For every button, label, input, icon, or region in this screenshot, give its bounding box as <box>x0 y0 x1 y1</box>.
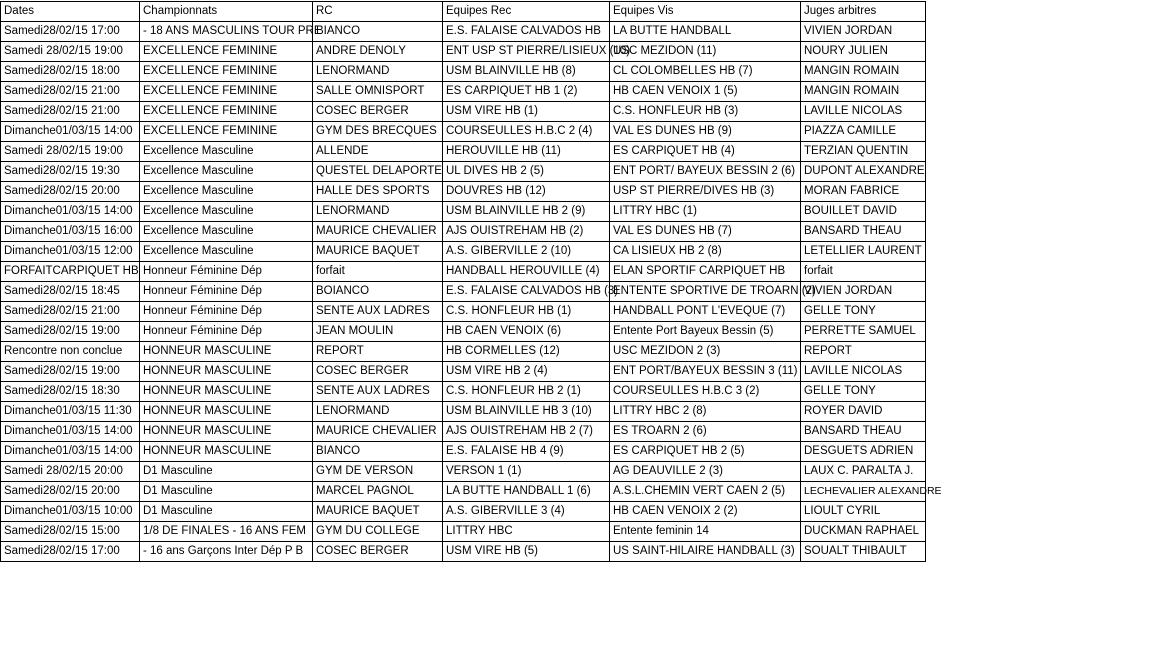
table-row <box>1 402 926 422</box>
cell-dates[interactable]: Dimanche01/03/15 14:00 <box>1 422 140 442</box>
cell-equipes-vis[interactable]: Entente feminin 14 <box>610 522 801 542</box>
cell-juges-arbitres[interactable]: forfait <box>801 262 926 282</box>
cell-dates[interactable]: Samedi28/02/15 21:00 <box>1 82 140 102</box>
cell-juges-arbitres[interactable]: MANGIN ROMAIN <box>801 62 926 82</box>
cell-dates[interactable]: Samedi 28/02/15 20:00 <box>1 462 140 482</box>
cell-rc[interactable]: QUESTEL DELAPORTE <box>313 162 443 182</box>
table-row <box>1 142 926 162</box>
cell-equipes-rec[interactable]: A.S. GIBERVILLE 2 (10) <box>443 242 610 262</box>
cell-championnats[interactable]: EXCELLENCE FEMININE <box>140 122 313 142</box>
cell-dates[interactable]: Samedi28/02/15 19:30 <box>1 162 140 182</box>
cell-dates[interactable]: FORFAITCARPIQUET HB <box>1 262 140 282</box>
cell-equipes-vis[interactable]: LA BUTTE HANDBALL <box>610 22 801 42</box>
cell-rc[interactable]: ANDRE DENOLY <box>313 42 443 62</box>
cell-dates[interactable]: Samedi28/02/15 19:00 <box>1 322 140 342</box>
cell-championnats[interactable]: Honneur Féminine Dép <box>140 322 313 342</box>
cell-dates[interactable]: Samedi28/02/15 18:30 <box>1 382 140 402</box>
cell-juges-arbitres[interactable]: NOURY JULIEN <box>801 42 926 62</box>
cell-rc[interactable]: MAURICE BAQUET <box>313 502 443 522</box>
cell-equipes-rec[interactable]: E.S. FALAISE HB 4 (9) <box>443 442 610 462</box>
cell-equipes-vis[interactable]: LITTRY HBC (1) <box>610 202 801 222</box>
cell-equipes-vis[interactable]: HB CAEN VENOIX 1 (5) <box>610 82 801 102</box>
cell-rc[interactable]: MAURICE CHEVALIER <box>313 422 443 442</box>
cell-equipes-vis[interactable]: C.S. HONFLEUR HB (3) <box>610 102 801 122</box>
cell-equipes-rec[interactable]: ENT USP ST PIERRE/LISIEUX (10) <box>443 42 610 62</box>
cell-rc[interactable]: BIANCO <box>313 22 443 42</box>
table-row <box>1 82 926 102</box>
cell-equipes-vis[interactable]: ES CARPIQUET HB (4) <box>610 142 801 162</box>
cell-championnats[interactable]: HONNEUR MASCULINE <box>140 382 313 402</box>
cell-juges-arbitres[interactable]: BOUILLET DAVID <box>801 202 926 222</box>
cell-championnats[interactable]: HONNEUR MASCULINE <box>140 422 313 442</box>
cell-juges-arbitres[interactable]: VIVIEN JORDAN <box>801 282 926 302</box>
cell-rc[interactable]: MAURICE BAQUET <box>313 242 443 262</box>
cell-championnats[interactable]: - 18 ANS MASCULINS TOUR PRE <box>140 22 313 42</box>
cell-equipes-vis[interactable]: CA LISIEUX HB 2 (8) <box>610 242 801 262</box>
cell-equipes-rec[interactable]: USM VIRE HB (1) <box>443 102 610 122</box>
cell-dates[interactable]: Dimanche01/03/15 10:00 <box>1 502 140 522</box>
table-row <box>1 22 926 42</box>
table-row <box>1 442 926 462</box>
cell-equipes-rec[interactable]: HB CAEN VENOIX (6) <box>443 322 610 342</box>
cell-juges-arbitres[interactable]: GELLE TONY <box>801 382 926 402</box>
cell-equipes-vis[interactable]: HB CAEN VENOIX 2 (2) <box>610 502 801 522</box>
cell-equipes-vis[interactable]: HANDBALL PONT L'EVEQUE (7) <box>610 302 801 322</box>
cell-rc[interactable]: COSEC BERGER <box>313 362 443 382</box>
cell-dates[interactable]: Samedi 28/02/15 19:00 <box>1 42 140 62</box>
cell-dates[interactable]: Samedi28/02/15 20:00 <box>1 482 140 502</box>
cell-dates[interactable]: Samedi28/02/15 15:00 <box>1 522 140 542</box>
table-row <box>1 542 926 562</box>
cell-championnats[interactable]: EXCELLENCE FEMININE <box>140 102 313 122</box>
cell-equipes-vis[interactable]: COURSEULLES H.B.C 3 (2) <box>610 382 801 402</box>
cell-rc[interactable]: LENORMAND <box>313 402 443 422</box>
cell-dates[interactable]: Samedi28/02/15 17:00 <box>1 542 140 562</box>
cell-equipes-vis[interactable]: A.S.L.CHEMIN VERT CAEN 2 (5) <box>610 482 801 502</box>
cell-championnats[interactable]: Excellence Masculine <box>140 242 313 262</box>
cell-equipes-vis[interactable]: USC MEZIDON (11) <box>610 42 801 62</box>
cell-championnats[interactable]: EXCELLENCE FEMININE <box>140 42 313 62</box>
cell-dates[interactable]: Samedi28/02/15 18:45 <box>1 282 140 302</box>
cell-dates[interactable]: Samedi28/02/15 19:00 <box>1 362 140 382</box>
cell-dates[interactable]: Samedi28/02/15 20:00 <box>1 182 140 202</box>
cell-dates[interactable]: Dimanche01/03/15 14:00 <box>1 442 140 462</box>
cell-rc[interactable]: BOIANCO <box>313 282 443 302</box>
cell-equipes-rec[interactable]: AJS OUISTREHAM HB 2 (7) <box>443 422 610 442</box>
cell-equipes-rec[interactable]: A.S. GIBERVILLE 3 (4) <box>443 502 610 522</box>
table-row <box>1 522 926 542</box>
table-row <box>1 202 926 222</box>
cell-championnats[interactable]: HONNEUR MASCULINE <box>140 442 313 462</box>
cell-equipes-vis[interactable]: Entente Port Bayeux Bessin (5) <box>610 322 801 342</box>
cell-equipes-vis[interactable]: VAL ES DUNES HB (9) <box>610 122 801 142</box>
cell-juges-arbitres[interactable]: DESGUETS ADRIEN <box>801 442 926 462</box>
cell-equipes-rec[interactable]: USM BLAINVILLE HB 3 (10) <box>443 402 610 422</box>
cell-championnats[interactable]: Honneur Féminine Dép <box>140 302 313 322</box>
table-row <box>1 462 926 482</box>
cell-equipes-vis[interactable]: ES TROARN 2 (6) <box>610 422 801 442</box>
cell-championnats[interactable]: HONNEUR MASCULINE <box>140 362 313 382</box>
cell-equipes-rec[interactable]: ES CARPIQUET HB 1 (2) <box>443 82 610 102</box>
cell-juges-arbitres[interactable]: LECHEVALIER ALEXANDRE <box>801 482 926 502</box>
cell-dates[interactable]: Dimanche01/03/15 11:30 <box>1 402 140 422</box>
cell-championnats[interactable]: Honneur Féminine Dép <box>140 262 313 282</box>
cell-championnats[interactable]: EXCELLENCE FEMININE <box>140 62 313 82</box>
cell-equipes-rec[interactable]: C.S. HONFLEUR HB 2 (1) <box>443 382 610 402</box>
table-row <box>1 382 926 402</box>
cell-equipes-rec[interactable]: USM BLAINVILLE HB 2 (9) <box>443 202 610 222</box>
cell-juges-arbitres[interactable]: REPORT <box>801 342 926 362</box>
cell-championnats[interactable]: Excellence Masculine <box>140 222 313 242</box>
cell-juges-arbitres[interactable]: BANSARD THEAU <box>801 222 926 242</box>
cell-equipes-vis[interactable]: CL COLOMBELLES HB (7) <box>610 62 801 82</box>
cell-rc[interactable]: ALLENDE <box>313 142 443 162</box>
cell-dates[interactable]: Dimanche01/03/15 12:00 <box>1 242 140 262</box>
table-row <box>1 302 926 322</box>
table-row <box>1 262 926 282</box>
cell-championnats[interactable]: EXCELLENCE FEMININE <box>140 82 313 102</box>
cell-equipes-vis[interactable]: VAL ES DUNES HB (7) <box>610 222 801 242</box>
cell-championnats[interactable]: Excellence Masculine <box>140 182 313 202</box>
cell-equipes-vis[interactable]: US SAINT-HILAIRE HANDBALL (3) <box>610 542 801 562</box>
cell-equipes-rec[interactable]: E.S. FALAISE CALVADOS HB (3) <box>443 282 610 302</box>
cell-juges-arbitres[interactable]: MANGIN ROMAIN <box>801 82 926 102</box>
cell-equipes-rec[interactable]: HANDBALL HEROUVILLE (4) <box>443 262 610 282</box>
cell-dates[interactable]: Samedi28/02/15 21:00 <box>1 302 140 322</box>
cell-rc[interactable]: GYM DE VERSON <box>313 462 443 482</box>
cell-rc[interactable]: HALLE DES SPORTS <box>313 182 443 202</box>
cell-rc[interactable]: GYM DU COLLEGE <box>313 522 443 542</box>
cell-juges-arbitres[interactable]: GELLE TONY <box>801 302 926 322</box>
cell-rc[interactable]: SENTE AUX LADRES <box>313 382 443 402</box>
cell-rc[interactable]: LENORMAND <box>313 62 443 82</box>
cell-equipes-vis[interactable]: USP ST PIERRE/DIVES HB (3) <box>610 182 801 202</box>
cell-championnats[interactable]: Excellence Masculine <box>140 142 313 162</box>
cell-equipes-rec[interactable]: USM VIRE HB (5) <box>443 542 610 562</box>
cell-equipes-rec[interactable]: DOUVRES HB (12) <box>443 182 610 202</box>
cell-equipes-vis[interactable]: ELAN SPORTIF CARPIQUET HB <box>610 262 801 282</box>
cell-juges-arbitres[interactable]: LAUX C. PARALTA J. <box>801 462 926 482</box>
cell-juges-arbitres[interactable]: MORAN FABRICE <box>801 182 926 202</box>
cell-equipes-rec[interactable]: LA BUTTE HANDBALL 1 (6) <box>443 482 610 502</box>
cell-equipes-rec[interactable]: E.S. FALAISE CALVADOS HB <box>443 22 610 42</box>
column-header-rc[interactable]: RC <box>313 2 443 22</box>
cell-rc[interactable]: JEAN MOULIN <box>313 322 443 342</box>
table-row <box>1 482 926 502</box>
table-row <box>1 342 926 362</box>
cell-equipes-rec[interactable]: HB CORMELLES (12) <box>443 342 610 362</box>
cell-rc[interactable]: COSEC BERGER <box>313 542 443 562</box>
cell-equipes-vis[interactable]: ENTENTE SPORTIVE DE TROARN (2) <box>610 282 801 302</box>
column-header-championnats[interactable]: Championnats <box>140 2 313 22</box>
table-row <box>1 102 926 122</box>
cell-rc[interactable]: LENORMAND <box>313 202 443 222</box>
column-header-juges-arbitres[interactable]: Juges arbitres <box>801 2 926 22</box>
cell-juges-arbitres[interactable]: DUPONT ALEXANDRE <box>801 162 926 182</box>
cell-juges-arbitres[interactable]: TERZIAN QUENTIN <box>801 142 926 162</box>
cell-championnats[interactable]: HONNEUR MASCULINE <box>140 342 313 362</box>
cell-equipes-rec[interactable]: UL DIVES HB 2 (5) <box>443 162 610 182</box>
column-header-dates[interactable]: Dates <box>1 2 140 22</box>
cell-championnats[interactable]: D1 Masculine <box>140 462 313 482</box>
cell-championnats[interactable]: Excellence Masculine <box>140 162 313 182</box>
cell-rc[interactable]: GYM DES BRECQUES <box>313 122 443 142</box>
cell-dates[interactable]: Dimanche01/03/15 14:00 <box>1 122 140 142</box>
cell-dates[interactable]: Rencontre non conclue <box>1 342 140 362</box>
cell-juges-arbitres[interactable]: DUCKMAN RAPHAEL <box>801 522 926 542</box>
cell-championnats[interactable]: HONNEUR MASCULINE <box>140 402 313 422</box>
cell-equipes-rec[interactable]: HEROUVILLE HB (11) <box>443 142 610 162</box>
cell-rc[interactable]: COSEC BERGER <box>313 102 443 122</box>
cell-juges-arbitres[interactable]: LIOULT CYRIL <box>801 502 926 522</box>
cell-equipes-rec[interactable]: VERSON 1 (1) <box>443 462 610 482</box>
table-row <box>1 422 926 442</box>
cell-juges-arbitres[interactable]: PERRETTE SAMUEL <box>801 322 926 342</box>
cell-juges-arbitres[interactable]: ROYER DAVID <box>801 402 926 422</box>
table-row <box>1 182 926 202</box>
cell-equipes-rec[interactable]: USM VIRE HB 2 (4) <box>443 362 610 382</box>
cell-dates[interactable]: Dimanche01/03/15 16:00 <box>1 222 140 242</box>
column-header-equipes-vis[interactable]: Equipes Vis <box>610 2 801 22</box>
header-row <box>1 2 926 22</box>
cell-rc[interactable]: BIANCO <box>313 442 443 462</box>
cell-rc[interactable]: REPORT <box>313 342 443 362</box>
table-row <box>1 502 926 522</box>
cell-championnats[interactable]: - 16 ans Garçons Inter Dép P B <box>140 542 313 562</box>
cell-juges-arbitres[interactable]: BANSARD THEAU <box>801 422 926 442</box>
cell-dates[interactable]: Samedi28/02/15 17:00 <box>1 22 140 42</box>
cell-equipes-vis[interactable]: AG DEAUVILLE 2 (3) <box>610 462 801 482</box>
cell-championnats[interactable]: Excellence Masculine <box>140 202 313 222</box>
cell-rc[interactable]: SALLE OMNISPORT <box>313 82 443 102</box>
cell-championnats[interactable]: D1 Masculine <box>140 502 313 522</box>
cell-juges-arbitres[interactable]: LETELLIER LAURENT <box>801 242 926 262</box>
cell-juges-arbitres[interactable]: PIAZZA CAMILLE <box>801 122 926 142</box>
table-row <box>1 322 926 342</box>
cell-rc[interactable]: SENTE AUX LADRES <box>313 302 443 322</box>
table-row <box>1 362 926 382</box>
cell-juges-arbitres[interactable]: LAVILLE NICOLAS <box>801 362 926 382</box>
cell-equipes-rec[interactable]: C.S. HONFLEUR HB (1) <box>443 302 610 322</box>
cell-rc[interactable]: forfait <box>313 262 443 282</box>
table-row <box>1 242 926 262</box>
cell-rc[interactable]: MAURICE CHEVALIER <box>313 222 443 242</box>
cell-juges-arbitres[interactable]: SOUALT THIBAULT <box>801 542 926 562</box>
cell-equipes-rec[interactable]: COURSEULLES H.B.C 2 (4) <box>443 122 610 142</box>
cell-juges-arbitres[interactable]: VIVIEN JORDAN <box>801 22 926 42</box>
cell-equipes-rec[interactable]: USM BLAINVILLE HB (8) <box>443 62 610 82</box>
cell-championnats[interactable]: 1/8 DE FINALES - 16 ANS FEM <box>140 522 313 542</box>
cell-dates[interactable]: Samedi 28/02/15 19:00 <box>1 142 140 162</box>
cell-championnats[interactable]: Honneur Féminine Dép <box>140 282 313 302</box>
column-header-equipes-rec[interactable]: Equipes Rec <box>443 2 610 22</box>
cell-equipes-rec[interactable]: LITTRY HBC <box>443 522 610 542</box>
cell-equipes-rec[interactable]: AJS OUISTREHAM HB (2) <box>443 222 610 242</box>
cell-equipes-vis[interactable]: ENT PORT/ BAYEUX BESSIN 2 (6) <box>610 162 801 182</box>
table-row <box>1 122 926 142</box>
table-row <box>1 162 926 182</box>
cell-juges-arbitres[interactable]: LAVILLE NICOLAS <box>801 102 926 122</box>
cell-dates[interactable]: Samedi28/02/15 18:00 <box>1 62 140 82</box>
table-row <box>1 282 926 302</box>
cell-equipes-vis[interactable]: USC MEZIDON 2 (3) <box>610 342 801 362</box>
match-schedule-table <box>0 1 942 562</box>
cell-equipes-vis[interactable]: LITTRY HBC 2 (8) <box>610 402 801 422</box>
cell-dates[interactable]: Samedi28/02/15 21:00 <box>1 102 140 122</box>
cell-equipes-vis[interactable]: ENT PORT/BAYEUX BESSIN 3 (11) <box>610 362 801 382</box>
cell-dates[interactable]: Dimanche01/03/15 14:00 <box>1 202 140 222</box>
table-row <box>1 222 926 242</box>
table-row <box>1 62 926 82</box>
cell-championnats[interactable]: D1 Masculine <box>140 482 313 502</box>
table-row <box>1 42 926 62</box>
cell-equipes-vis[interactable]: ES CARPIQUET HB 2 (5) <box>610 442 801 462</box>
cell-rc[interactable]: MARCEL PAGNOL <box>313 482 443 502</box>
